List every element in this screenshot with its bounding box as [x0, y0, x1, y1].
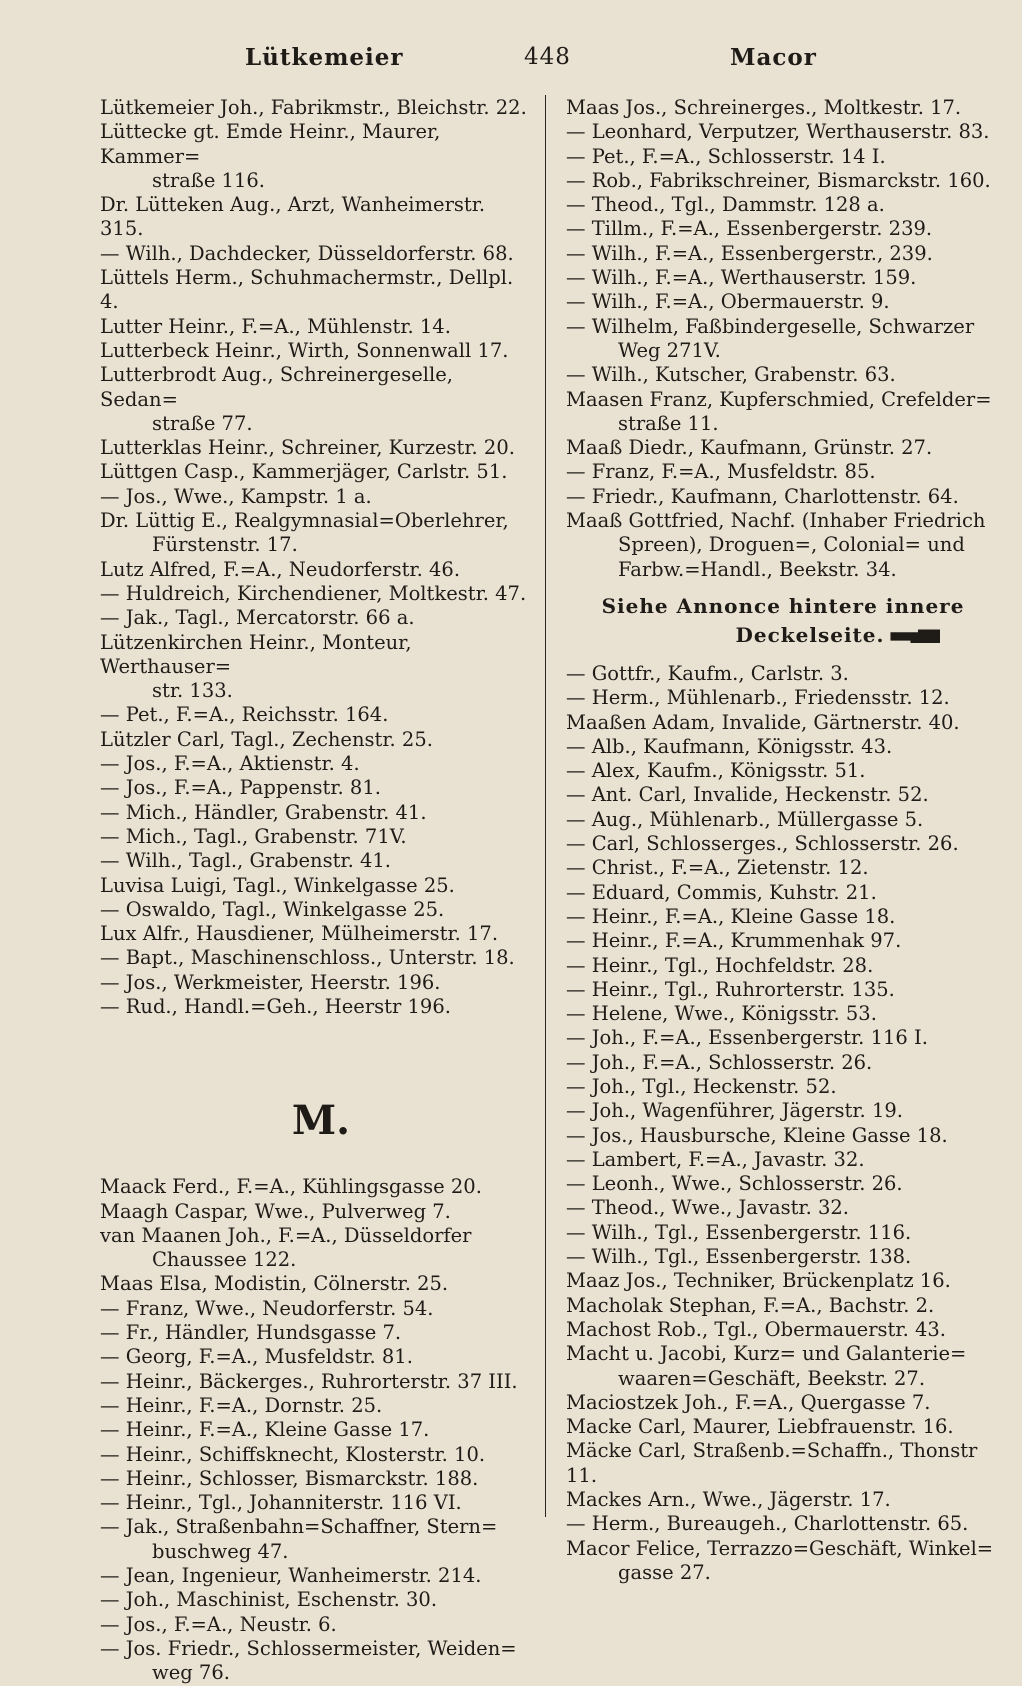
entry-line: — Pet., F.=A., Schlosserstr. 14 I. — [566, 144, 886, 168]
directory-entry — [100, 558, 532, 582]
entry-line: — Mich., Tagl., Grabenstr. 71V. — [100, 824, 407, 848]
entry-line: — Joh., Maschinist, Eschenstr. 30. — [100, 1588, 438, 1612]
entry-line: Macor Felice, Terrazzo=Geschäft, Winkel= — [566, 1536, 994, 1560]
entry-line: Maaß Diedr., Kaufmann, Grünstr. 27. — [566, 436, 933, 460]
entry-line: — Helene, Wwe., Königsstr. 53. — [566, 1002, 877, 1026]
directory-entry — [100, 922, 532, 946]
entry-line: — Heinr., Schlosser, Bismarckstr. 188. — [100, 1466, 479, 1490]
entry-line: — Heinr., Tgl., Ruhrorterstr. 135. — [566, 977, 895, 1001]
directory-entry — [566, 1294, 1000, 1318]
directory-entry — [100, 96, 532, 120]
entry-line: — Fr., Händler, Hundsgasse 7. — [100, 1321, 402, 1345]
spacer — [100, 1067, 532, 1091]
entry-line: — Joh., Tgl., Heckenstr. 52. — [566, 1074, 837, 1098]
spacer — [100, 1151, 532, 1175]
entry-continuation: weg 76. — [152, 1661, 230, 1685]
entry-line: Maaß Gottfried, Nachf. (Inhaber Friedrich — [566, 509, 986, 533]
directory-entry — [566, 363, 1000, 387]
directory-entry — [100, 898, 532, 922]
directory-entry — [566, 783, 1000, 807]
entry-line: — Alex, Kaufm., Königsstr. 51. — [566, 759, 866, 783]
directory-entry — [100, 703, 532, 727]
entry-line: Lützenkirchen Heinr., Monteur, Werthauser= — [100, 630, 412, 678]
directory-entry — [566, 1172, 1000, 1196]
entry-line: — Georg, F.=A., Musfeldstr. 81. — [100, 1345, 413, 1369]
directory-entry — [100, 1637, 532, 1686]
directory-entry — [566, 388, 1000, 437]
entry-line: — Bapt., Maschinenschloss., Unterstr. 18. — [100, 946, 515, 970]
entry-line: — Wilh., Tagl., Grabenstr. 41. — [100, 849, 391, 873]
entry-line: — Jean, Ingenieur, Wanheimerstr. 214. — [100, 1564, 482, 1588]
directory-entry — [566, 1245, 1000, 1269]
directory-entry — [566, 1124, 1000, 1148]
entry-line: — Carl, Schlosserges., Schlosserstr. 26. — [566, 832, 959, 856]
entry-line: — Jak., Straßenbahn=Schaffner, Stern= — [100, 1515, 498, 1539]
entry-line: Lutterbeck Heinr., Wirth, Sonnenwall 17. — [100, 338, 509, 362]
entry-line: — Leonh., Wwe., Schlosserstr. 26. — [566, 1172, 903, 1196]
directory-entry — [100, 995, 532, 1019]
entry-line: Mackes Arn., Wwe., Jägerstr. 17. — [566, 1488, 891, 1512]
header-right-keyword: Macor — [730, 44, 817, 71]
entry-line: — Franz, Wwe., Neudorferstr. 54. — [100, 1296, 434, 1320]
entry-line: Lüttecke gt. Emde Heinr., Maurer, Kammer= — [100, 120, 441, 168]
entry-line: Macke Carl, Maurer, Liebfrauenstr. 16. — [566, 1415, 954, 1439]
entry-line: — Christ., F.=A., Zietenstr. 12. — [566, 856, 869, 880]
entry-line: — Rud., Handl.=Geh., Heerstr 196. — [100, 994, 451, 1018]
directory-entry — [566, 686, 1000, 710]
entry-line: — Franz, F.=A., Musfeldstr. 85. — [566, 460, 876, 484]
entry-line: — Wilh., Tgl., Essenbergerstr. 138. — [566, 1245, 912, 1269]
directory-entry — [100, 1443, 532, 1467]
entry-continuation: str. 133. — [152, 679, 233, 703]
entry-line: — Wilh., F.=A., Essenbergerstr., 239. — [566, 241, 933, 265]
entry-continuation: gasse 27. — [618, 1560, 711, 1584]
directory-entry — [100, 728, 532, 752]
entry-line: — Leonhard, Verputzer, Werthauserstr. 83. — [566, 120, 990, 144]
page-header — [0, 44, 1022, 84]
directory-entry — [100, 971, 532, 995]
entry-line: Lützler Carl, Tagl., Zechenstr. 25. — [100, 727, 433, 751]
spacer — [100, 1043, 532, 1067]
entry-line: Maack Ferd., F.=A., Kühlingsgasse 20. — [100, 1175, 482, 1199]
directory-entry — [566, 169, 1000, 193]
entry-line: — Mich., Händler, Grabenstr. 41. — [100, 800, 427, 824]
entry-line: — Joh., Wagenführer, Jägerstr. 19. — [566, 1099, 903, 1123]
directory-entry — [566, 1026, 1000, 1050]
entry-line: — Jos. Friedr., Schlossermeister, Weiden= — [100, 1636, 517, 1660]
entry-continuation: straße 116. — [152, 168, 265, 192]
entry-line: — Alb., Kaufmann, Königsstr. 43. — [566, 734, 893, 758]
entry-line: — Jak., Tagl., Mercatorstr. 66 a. — [100, 606, 415, 630]
entry-line: — Heinr., F.=A., Kleine Gasse 17. — [100, 1418, 430, 1442]
entry-line: — Theod., Wwe., Javastr. 32. — [566, 1196, 850, 1220]
directory-entry — [100, 825, 532, 849]
entry-line: Lutz Alfred, F.=A., Neudorferstr. 46. — [100, 557, 461, 581]
entry-line: Maaz Jos., Techniker, Brückenplatz 16. — [566, 1269, 951, 1293]
entry-continuation: straße 11. — [618, 411, 719, 435]
entry-line: Lütkemeier Joh., Fabrikmstr., Bleichstr. 22. — [100, 96, 527, 119]
entry-line: — Jos., F.=A., Aktienstr. 4. — [100, 752, 360, 776]
directory-entry — [100, 1588, 532, 1612]
entry-line: Macholak Stephan, F.=A., Bachstr. 2. — [566, 1293, 935, 1317]
entry-line: — Aug., Mühlenarb., Müllergasse 5. — [566, 807, 924, 831]
entry-line: — Joh., F.=A., Essenbergerstr. 116 I. — [566, 1026, 928, 1050]
entry-line: — Jos., F.=A., Neustr. 6. — [100, 1612, 337, 1636]
notice-line-2-wrap — [566, 621, 1000, 650]
directory-entry — [566, 1488, 1000, 1512]
pointing-hand-icon — [890, 629, 940, 643]
entry-line: Maas Elsa, Modistin, Cölnerstr. 25. — [100, 1272, 449, 1296]
section-letter: M. — [291, 1097, 351, 1145]
right-top-entries — [566, 96, 1000, 582]
entry-line: Dr. Lütteken Aug., Arzt, Wanheimerstr. 315. — [100, 193, 486, 241]
directory-entry — [100, 606, 532, 630]
left-column — [100, 96, 532, 1686]
directory-entry — [100, 1321, 532, 1345]
entry-line: Maagh Caspar, Wwe., Pulverweg 7. — [100, 1199, 451, 1223]
directory-entry — [566, 1002, 1000, 1026]
entry-line: van Maanen Joh., F.=A., Düsseldorfer — [100, 1223, 472, 1247]
directory-entry — [566, 145, 1000, 169]
entry-line: — Wilh., Dachdecker, Düsseldorferstr. 68. — [100, 241, 514, 265]
directory-entry — [100, 460, 532, 484]
directory-entry — [100, 946, 532, 970]
advertisement-notice — [566, 592, 1000, 650]
directory-entry — [566, 1318, 1000, 1342]
directory-entry — [100, 776, 532, 800]
entry-line: Macht u. Jacobi, Kurz= und Galanterie= — [566, 1342, 967, 1366]
entry-line: — Eduard, Commis, Kuhstr. 21. — [566, 880, 877, 904]
entry-line: — Wilhelm, Faßbindergeselle, Schwarzer — [566, 314, 975, 338]
directory-entry — [100, 582, 532, 606]
directory-entry — [566, 711, 1000, 735]
directory-entry — [566, 193, 1000, 217]
directory-entry — [566, 1342, 1000, 1391]
directory-entry — [100, 1491, 532, 1515]
entry-line: Lutter Heinr., F.=A., Mühlenstr. 14. — [100, 314, 451, 338]
entry-line: — Theod., Tgl., Dammstr. 128 a. — [566, 193, 885, 217]
entry-line: Dr. Lüttig E., Realgymnasial=Oberlehrer, — [100, 509, 509, 533]
entry-line: — Jos., Werkmeister, Heerstr. 196. — [100, 970, 441, 994]
entry-line: — Wilh., Kutscher, Grabenstr. 63. — [566, 363, 896, 387]
entry-line: — Wilh., Tgl., Essenbergerstr. 116. — [566, 1220, 912, 1244]
entry-continuation: Chaussee 122. — [152, 1248, 297, 1272]
directory-entry — [566, 1148, 1000, 1172]
directory-entry — [100, 1613, 532, 1637]
entry-line: Lüttgen Casp., Kammerjäger, Carlstr. 51. — [100, 460, 508, 484]
entry-line: — Gottfr., Kaufm., Carlstr. 3. — [566, 661, 849, 685]
directory-entry — [100, 266, 532, 315]
directory-entry — [566, 315, 1000, 364]
entry-line: Maasen Franz, Kupferschmied, Crefelder= — [566, 387, 992, 411]
directory-entry — [100, 363, 532, 436]
directory-entry — [566, 1537, 1000, 1586]
entry-line: Lutterbrodt Aug., Schreinergeselle, Sedan= — [100, 363, 453, 411]
left-m-entries — [100, 1175, 532, 1685]
entry-continuation: Farbw.=Handl., Beekstr. 34. — [618, 557, 897, 581]
directory-entry — [566, 735, 1000, 759]
entry-line: — Heinr., F.=A., Krummenhak 97. — [566, 929, 902, 953]
directory-entry — [566, 1391, 1000, 1415]
directory-entry — [100, 1175, 532, 1199]
entry-line: — Heinr., F.=A., Dornstr. 25. — [100, 1393, 383, 1417]
directory-entry — [566, 120, 1000, 144]
directory-entry — [566, 290, 1000, 314]
entry-continuation: Spreen), Droguen=, Colonial= und — [618, 533, 965, 557]
entry-line: — Lambert, F.=A., Javastr. 32. — [566, 1147, 865, 1171]
directory-entry — [100, 1345, 532, 1369]
directory-entry — [100, 1467, 532, 1491]
directory-entry — [100, 1515, 532, 1564]
entry-line: Maas Jos., Schreinerges., Moltkestr. 17. — [566, 96, 962, 119]
directory-entry — [100, 1297, 532, 1321]
directory-entry — [566, 808, 1000, 832]
entry-line: — Huldreich, Kirchendiener, Moltkestr. 47. — [100, 581, 527, 605]
spacer — [100, 1019, 532, 1043]
entry-line: — Heinr., F.=A., Kleine Gasse 18. — [566, 904, 896, 928]
directory-entry — [566, 1512, 1000, 1536]
entry-line: — Herm., Bureaugeh., Charlottenstr. 65. — [566, 1512, 969, 1536]
entry-line: Mäcke Carl, Straßenb.=Schaffn., Thonstr 11. — [566, 1439, 978, 1487]
entry-continuation: Fürstenstr. 17. — [152, 533, 298, 557]
directory-entry — [566, 266, 1000, 290]
directory-entry — [566, 509, 1000, 558]
directory-entry — [566, 1415, 1000, 1439]
entry-line: — Joh., F.=A., Schlosserstr. 26. — [566, 1050, 873, 1074]
entry-line: Machost Rob., Tgl., Obermauerstr. 43. — [566, 1317, 946, 1341]
entry-line: — Heinr., Tgl., Johanniterstr. 116 VI. — [100, 1491, 462, 1515]
directory-entry — [100, 1200, 532, 1224]
entry-line: — Wilh., F.=A., Obermauerstr. 9. — [566, 290, 890, 314]
directory-entry — [566, 881, 1000, 905]
directory-entry — [566, 436, 1000, 460]
directory-entry — [100, 1564, 532, 1588]
directory-entry — [566, 1075, 1000, 1099]
directory-entry — [100, 436, 532, 460]
entry-line: Maaßen Adam, Invalide, Gärtnerstr. 40. — [566, 710, 960, 734]
directory-entry — [566, 217, 1000, 241]
directory-entry — [100, 1394, 532, 1418]
directory-entry — [566, 1221, 1000, 1245]
entry-line: — Jos., Hausbursche, Kleine Gasse 18. — [566, 1123, 948, 1147]
directory-entry — [566, 929, 1000, 953]
directory-entry — [100, 849, 532, 873]
entry-line: — Pet., F.=A., Reichsstr. 164. — [100, 703, 389, 727]
entry-line: — Ant. Carl, Invalide, Heckenstr. 52. — [566, 783, 929, 807]
directory-entry — [566, 1051, 1000, 1075]
directory-entry — [100, 193, 532, 242]
directory-entry — [566, 954, 1000, 978]
directory-entry — [566, 905, 1000, 929]
entry-continuation: waaren=Geschäft, Beekstr. 27. — [618, 1366, 926, 1390]
entry-line: — Wilh., F.=A., Werthauserstr. 159. — [566, 266, 917, 290]
entry-line: — Jos., Wwe., Kampstr. 1 a. — [100, 484, 372, 508]
entry-line: Luvisa Luigi, Tagl., Winkelgasse 25. — [100, 873, 455, 897]
directory-entry — [566, 460, 1000, 484]
directory-entry — [566, 1099, 1000, 1123]
directory-entry — [100, 1224, 532, 1273]
entry-line: Lüttels Herm., Schuhmachermstr., Dellpl. 4. — [100, 266, 514, 314]
directory-entry — [566, 558, 1000, 582]
entry-line: — Herm., Mühlenarb., Friedensstr. 12. — [566, 686, 950, 710]
directory-entry — [566, 662, 1000, 686]
directory-entry — [100, 120, 532, 193]
entry-line: — Heinr., Tgl., Hochfeldstr. 28. — [566, 953, 874, 977]
directory-entry — [566, 1439, 1000, 1488]
entry-line: — Heinr., Schiffsknecht, Klosterstr. 10. — [100, 1442, 486, 1466]
directory-entry — [100, 509, 532, 558]
left-entries — [100, 96, 532, 1019]
directory-entry — [566, 1269, 1000, 1293]
directory-entry — [100, 752, 532, 776]
notice-line-1: Siehe Annonce hintere innere — [601, 593, 965, 618]
directory-entry — [566, 242, 1000, 266]
entry-line: — Oswaldo, Tagl., Winkelgasse 25. — [100, 897, 445, 921]
directory-entry — [566, 978, 1000, 1002]
entry-line: — Rob., Fabrikschreiner, Bismarckstr. 160. — [566, 168, 991, 192]
entry-line: — Friedr., Kaufmann, Charlottenstr. 64. — [566, 484, 959, 508]
directory-entry — [566, 856, 1000, 880]
entry-line: Lux Alfr., Hausdiener, Mülheimerstr. 17. — [100, 922, 499, 946]
column-divider — [545, 95, 546, 1517]
directory-entry — [566, 759, 1000, 783]
directory-entry — [100, 315, 532, 339]
directory-entry — [100, 339, 532, 363]
directory-entry — [100, 1272, 532, 1296]
directory-entry — [566, 1196, 1000, 1220]
right-column — [566, 96, 1000, 1585]
directory-entry — [566, 485, 1000, 509]
directory-entry — [566, 96, 1000, 120]
entry-line: — Heinr., Bäckerges., Ruhrorterstr. 37 III. — [100, 1369, 518, 1393]
entry-line: — Tillm., F.=A., Essenbergerstr. 239. — [566, 217, 933, 241]
header-left-keyword: Lütkemeier — [245, 44, 404, 71]
entry-line: Maciostzek Joh., F.=A., Quergasse 7. — [566, 1390, 931, 1414]
entry-line: — Jos., F.=A., Pappenstr. 81. — [100, 776, 381, 800]
directory-entry — [100, 631, 532, 704]
directory-entry — [100, 1370, 532, 1394]
directory-entry — [100, 874, 532, 898]
directory-entry — [100, 242, 532, 266]
notice-line-2: Deckelseite. — [735, 622, 885, 647]
entry-continuation: buschweg 47. — [152, 1539, 289, 1563]
entry-continuation: straße 77. — [152, 411, 253, 435]
directory-entry — [566, 832, 1000, 856]
entry-continuation: Weg 271V. — [618, 338, 721, 362]
entry-line: Lutterklas Heinr., Schreiner, Kurzestr. 20. — [100, 436, 515, 460]
directory-entry — [100, 801, 532, 825]
page-number: 448 — [524, 44, 571, 70]
right-bottom-entries — [566, 662, 1000, 1585]
directory-entry — [100, 1418, 532, 1442]
directory-entry — [100, 485, 532, 509]
